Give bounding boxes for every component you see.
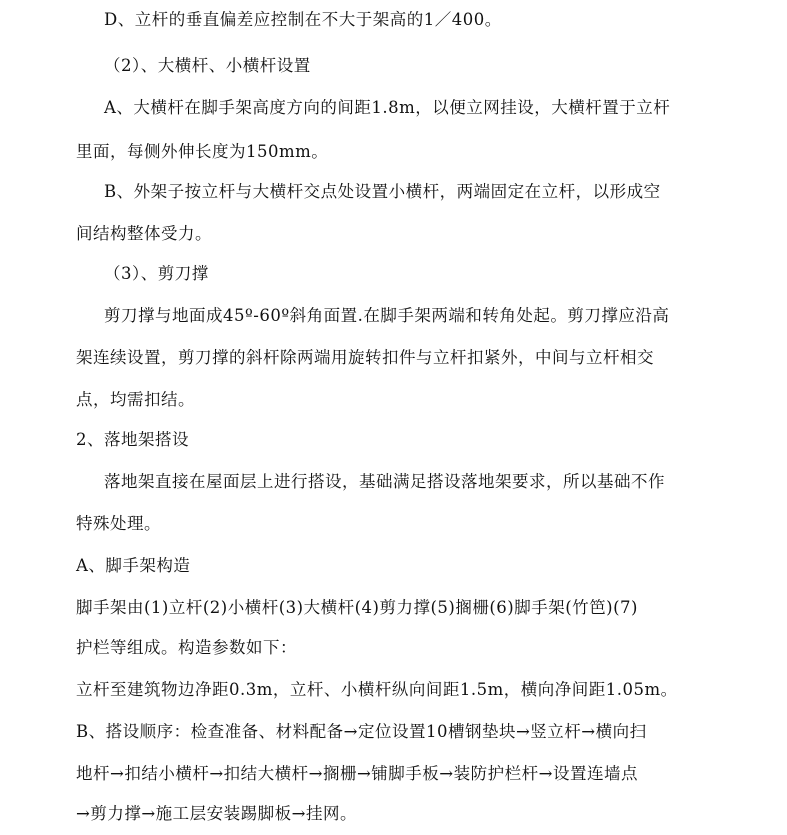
text-line: 架连续设置，剪刀撑的斜杆除两端用旋转扣件与立杆扣紧外，中间与立杆相交	[76, 348, 654, 367]
text-line: D、立杆的垂直偏差应控制在不大于架高的1／400。	[104, 10, 502, 29]
text-line: 里面，每侧外伸长度为150mm。	[76, 142, 329, 161]
text-line: 剪刀撑与地面成45º-60º斜角面置.在脚手架两端和转角处起。剪刀撑应沿高	[104, 306, 670, 325]
text-line: 点，均需扣结。	[76, 390, 195, 409]
text-line: 脚手架由(1)立杆(2)小横杆(3)大横杆(4)剪力撑(5)搁栅(6)脚手架(竹笆)(7)	[76, 598, 638, 617]
text-line: 特殊处理。	[76, 514, 161, 533]
text-line: 地杆→扣结小横杆→扣结大横杆→搁栅→铺脚手板→装防护栏杆→设置连墙点	[76, 764, 638, 783]
section-heading: （3）、剪刀撑	[104, 264, 209, 283]
section-heading: A、脚手架构造	[76, 556, 191, 575]
section-heading: （2）、大横杆、小横杆设置	[104, 56, 311, 75]
text-line: 间结构整体受力。	[76, 224, 212, 243]
text-line: 护栏等组成。构造参数如下：	[76, 638, 297, 657]
text-line: 立杆至建筑物边净距0.3m，立杆、小横杆纵向间距1.5m，横向净间距1.05m。	[76, 680, 678, 699]
text-line: →剪力撑→施工层安装踢脚板→挂网。	[76, 804, 357, 823]
text-line: 落地架直接在屋面层上进行搭设，基础满足搭设落地架要求，所以基础不作	[104, 472, 665, 491]
text-line: B、外架子按立杆与大横杆交点处设置小横杆，两端固定在立杆，以形成空	[104, 182, 661, 201]
section-heading: 2、落地架搭设	[76, 430, 189, 449]
text-line: B、搭设顺序：检查准备、材料配备→定位设置10槽钢垫块→竖立杆→横向扫	[76, 722, 647, 741]
text-line: A、大横杆在脚手架高度方向的间距1.8m，以便立网挂设，大横杆置于立杆	[104, 98, 671, 117]
